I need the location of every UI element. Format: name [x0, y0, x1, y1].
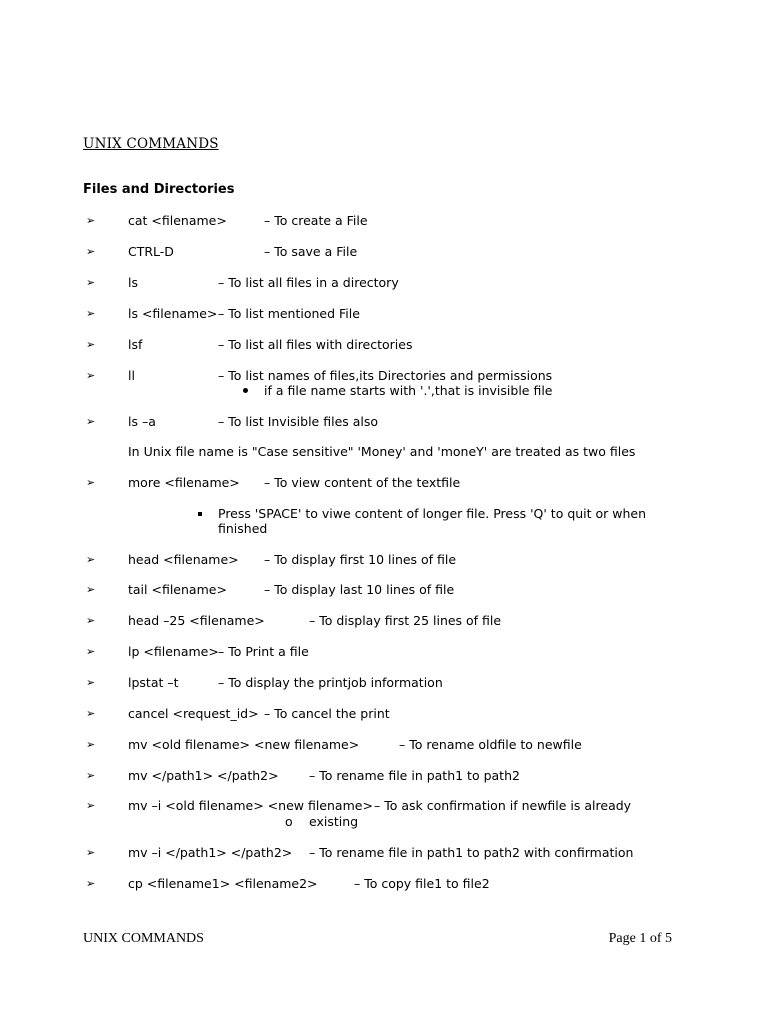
arrow-bullet-icon: ➢ — [86, 614, 96, 627]
command-description: – To list all files in a directory — [218, 275, 399, 290]
arrow-bullet-icon: ➢ — [86, 799, 96, 812]
section-heading: Files and Directories — [83, 182, 235, 197]
arrow-bullet-icon: ➢ — [86, 214, 96, 227]
arrow-bullet-icon: ➢ — [86, 276, 96, 289]
sub-note: existing — [309, 814, 359, 829]
page-number: Page 1 of 5 — [608, 931, 672, 946]
arrow-bullet-icon: ➢ — [86, 338, 96, 351]
square-bullet-icon — [198, 512, 202, 516]
command-text: CTRL-D — [128, 244, 174, 259]
more-usage-note-continued: finished — [218, 521, 268, 536]
command-text: mv –i <old filename> <new filename> — [128, 798, 373, 813]
command-description: – To rename file in path1 to path2 — [309, 768, 520, 783]
command-description: – To list all files with directories — [218, 337, 413, 352]
arrow-bullet-icon: ➢ — [86, 245, 96, 258]
command-description: – To display last 10 lines of file — [264, 582, 455, 597]
command-description: – To copy file1 to file2 — [354, 876, 490, 891]
command-text: ls — [128, 275, 138, 290]
arrow-bullet-icon: ➢ — [86, 369, 96, 382]
arrow-bullet-icon: ➢ — [86, 583, 96, 596]
command-description: – To create a File — [264, 213, 368, 228]
command-description: – To save a File — [264, 244, 358, 259]
command-description: – To ask confirmation if newfile is already — [374, 798, 632, 813]
command-text: head –25 <filename> — [128, 613, 265, 628]
command-description: – To list Invisible files also — [218, 414, 379, 429]
command-description: – To display first 25 lines of file — [309, 613, 502, 628]
arrow-bullet-icon: ➢ — [86, 707, 96, 720]
arrow-bullet-icon: ➢ — [86, 307, 96, 320]
command-text: lsf — [128, 337, 143, 352]
command-text: ls <filename> — [128, 306, 218, 321]
command-text: ll — [128, 368, 135, 383]
command-text: ls –a — [128, 414, 156, 429]
sub-note: if a file name starts with '.',that is invisible file — [264, 383, 553, 398]
command-description: – To display the printjob information — [218, 675, 443, 690]
arrow-bullet-icon: ➢ — [86, 846, 96, 859]
command-text: mv </path1> </path2> — [128, 768, 279, 783]
sub-bullet-marker: o — [285, 814, 293, 829]
command-text: cancel <request_id> — [128, 706, 259, 721]
command-description: – To rename file in path1 to path2 with confirmation — [309, 845, 634, 860]
command-description: – To view content of the textfile — [264, 475, 461, 490]
document-title: UNIX COMMANDS — [83, 136, 219, 152]
case-sensitivity-note: In Unix file name is "Case sensitive" 'Money' and 'moneY' are treated as two files — [128, 444, 636, 459]
arrow-bullet-icon: ➢ — [86, 645, 96, 658]
arrow-bullet-icon: ➢ — [86, 769, 96, 782]
command-text: mv –i </path1> </path2> — [128, 845, 293, 860]
arrow-bullet-icon: ➢ — [86, 415, 96, 428]
command-description: – To rename oldfile to newfile — [399, 737, 582, 752]
arrow-bullet-icon: ➢ — [86, 476, 96, 489]
more-usage-note: Press 'SPACE' to viwe content of longer file. Press 'Q' to quit or when — [218, 506, 647, 521]
command-text: more <filename> — [128, 475, 240, 490]
command-text: head <filename> — [128, 552, 239, 567]
command-description: – To list mentioned File — [218, 306, 360, 321]
command-text: cat <filename> — [128, 213, 227, 228]
arrow-bullet-icon: ➢ — [86, 738, 96, 751]
command-text: cp <filename1> <filename2> — [128, 876, 318, 891]
command-text: lpstat –t — [128, 675, 179, 690]
command-description: – To display first 10 lines of file — [264, 552, 457, 567]
command-text: mv <old filename> <new filename> — [128, 737, 360, 752]
arrow-bullet-icon: ➢ — [86, 553, 96, 566]
round-bullet-icon — [243, 388, 248, 393]
command-text: tail <filename> — [128, 582, 227, 597]
command-description: – To Print a file — [218, 644, 309, 659]
arrow-bullet-icon: ➢ — [86, 877, 96, 890]
footer-title: UNIX COMMANDS — [83, 931, 204, 946]
command-description: – To cancel the print — [264, 706, 390, 721]
arrow-bullet-icon: ➢ — [86, 676, 96, 689]
command-text: lp <filename> — [128, 644, 219, 659]
command-description: – To list names of files,its Directories and permissions — [218, 368, 553, 383]
